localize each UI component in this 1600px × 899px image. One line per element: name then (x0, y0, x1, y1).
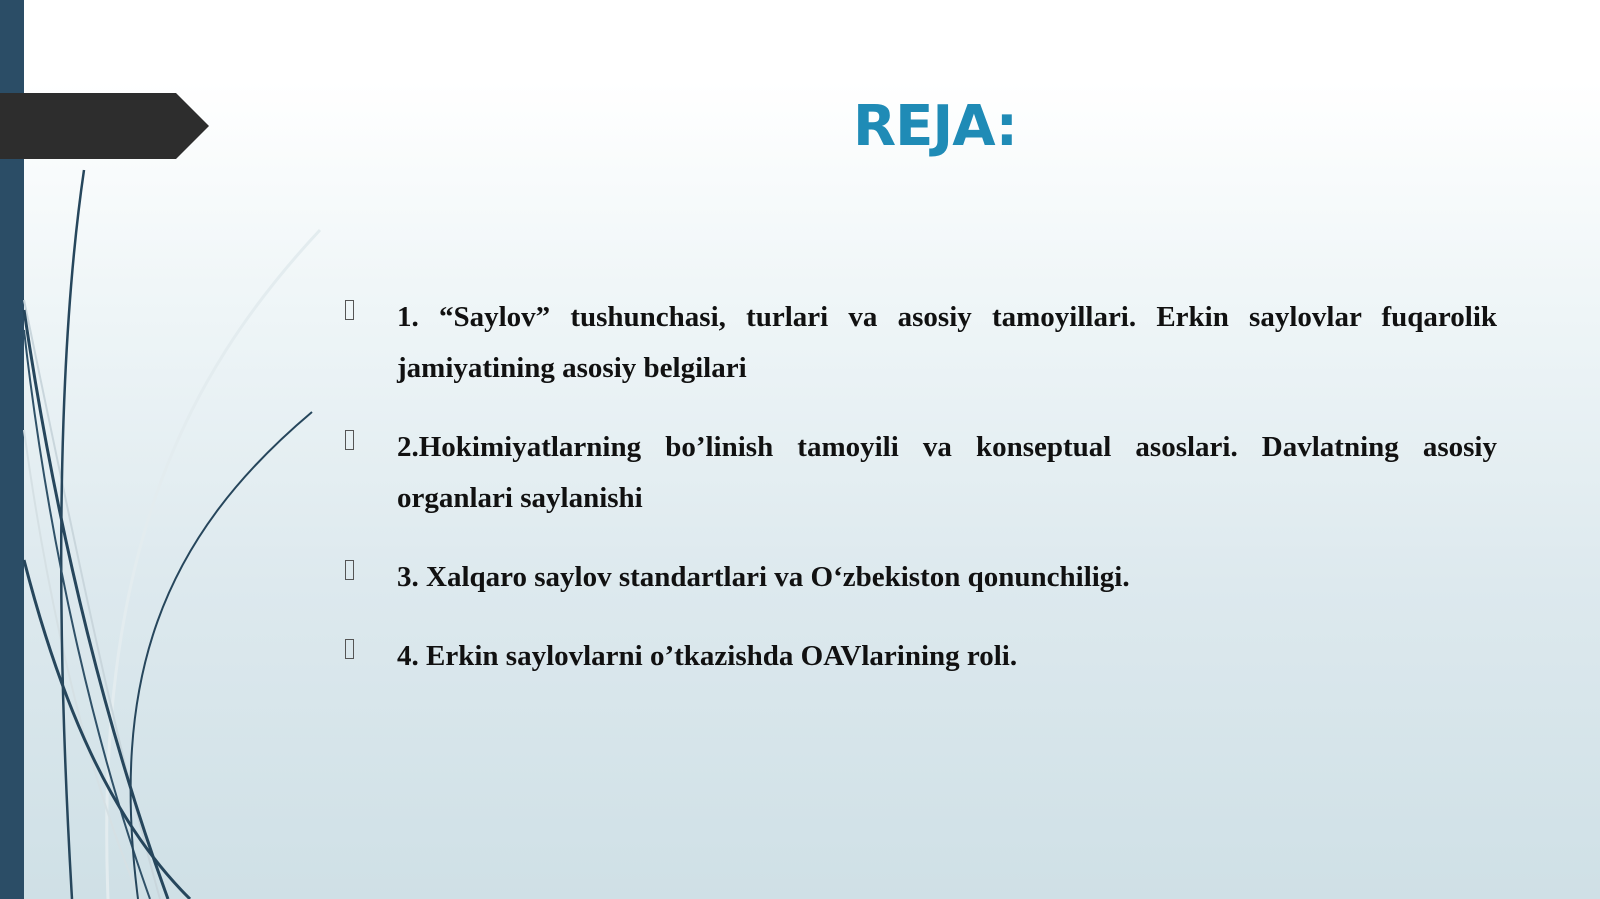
curve-light-2 (24, 300, 160, 899)
agenda-item (345, 631, 1497, 682)
agenda-item (345, 552, 1497, 603)
agenda-item (345, 292, 1497, 394)
agenda-item-text: 2.Hokimiyatlarning bo’linish tamoyili va konseptual asoslari. Davlatning asosiy organlari saylanishi (397, 431, 1497, 514)
curve-dark-4 (131, 412, 312, 899)
agenda-list (345, 292, 1497, 710)
agenda-item-text: 4. Erkin saylovlarni o’tkazishda OAVlarining roli. (397, 640, 1018, 672)
agenda-item-text: 3. Xalqaro saylov standartlari va O‘zbekiston qonunchiligi. (397, 561, 1130, 593)
square-bullet-icon (345, 300, 354, 320)
square-bullet-icon (345, 560, 354, 580)
square-bullet-icon (345, 430, 354, 450)
agenda-item (345, 422, 1497, 524)
curve-dark-2 (24, 310, 168, 899)
curve-light-1 (107, 230, 320, 899)
slide-title: REJA: (853, 94, 1017, 159)
arrow-banner (0, 93, 209, 159)
square-bullet-icon (345, 639, 354, 659)
agenda-item-text: 1. “Saylov” tushunchasi, turlari va asosiy tamoyillari. Erkin saylovlar fuqarolik jamiyatining asosiy belgilari (397, 301, 1497, 384)
